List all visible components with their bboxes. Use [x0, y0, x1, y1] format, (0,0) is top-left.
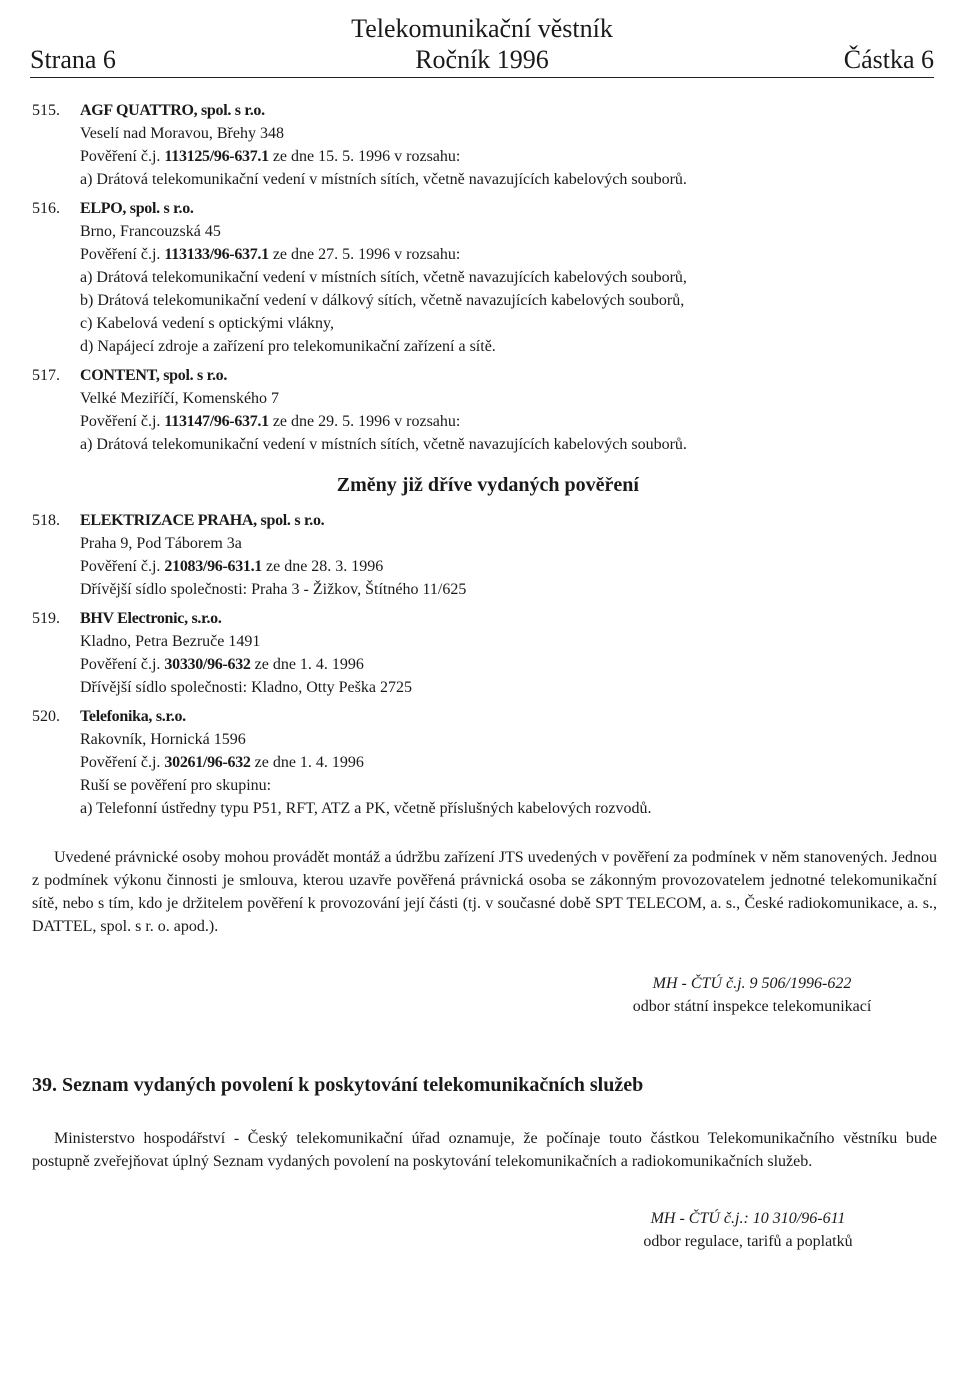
authorization-line: Pověření č.j. 113125/96-637.1 ze dne 15. 5. 1996 v rozsahu: [80, 148, 461, 165]
page-header [30, 12, 934, 74]
company-address: Rakovník, Hornická 1596 [80, 731, 246, 748]
entry-519 [32, 607, 937, 699]
entry-number: 520. [32, 708, 60, 725]
authorization-line: Pověření č.j. 30330/96-632 ze dne 1. 4. 1996 [80, 656, 364, 673]
company-address: Brno, Francouzská 45 [80, 223, 221, 240]
signature-block-regulation [628, 1207, 868, 1253]
company-address: Praha 9, Pod Táborem 3a [80, 535, 242, 552]
conditions-paragraph: Uvedené právnické osoby mohou provádět montáž a údržbu zařízení JTS uvedených v pověření za podmínek v něm stanovených. Jednou z podmínek výkonu činnosti je smlouva, kterou uzavře pověřená právnická osoba se zákonným provozovatelem jednotné telekomunikační sítě, nebo s tím, kdo je držitelem pověření k provozování její části (tj. v současné době SPT TELECOM, a. s., České radiokomunikace, a. s., DATTEL, spol. s r. o. apod.). [32, 849, 937, 935]
section-39-heading: 39. Seznam vydaných povolení k poskytování telekomunikačních služeb [32, 1074, 644, 1096]
previous-address: Dřívější sídlo společnosti: Praha 3 - Žižkov, Štítného 11/625 [80, 581, 467, 598]
entry-number: 517. [32, 367, 60, 384]
scope-item: b) Drátová telekomunikační vedení v dálkový sítích, včetně navazujících kabelových souborů, [80, 292, 685, 309]
company-address: Veselí nad Moravou, Břehy 348 [80, 125, 284, 142]
reference-number: MH - ČTÚ č.j. 9 506/1996-622 [652, 975, 852, 992]
authorization-line: Pověření č.j. 113133/96-637.1 ze dne 27. 5. 1996 v rozsahu: [80, 246, 461, 263]
authorization-line: Pověření č.j. 21083/96-631.1 ze dne 28. 3. 1996 [80, 558, 384, 575]
company-name: Telefonika, s.r.o. [80, 708, 186, 725]
entry-number: 515. [32, 102, 60, 119]
section-39-paragraph: Ministerstvo hospodářství - Český telekomunikační úřad oznamuje, že počínaje touto částkou Telekomunikačního věstníku bude postupně zveřejňovat úplný Seznam vydaných povolení na poskytování telekomunikačních a radiokomunikačních služeb. [32, 1130, 937, 1170]
entry-518 [32, 509, 937, 601]
company-name: BHV Electronic, s.r.o. [80, 610, 222, 627]
page-number: Strana 6 [30, 45, 116, 74]
scope-item: a) Drátová telekomunikační vedení v místních sítích, včetně navazujících kabelových souborů. [80, 436, 687, 453]
entry-517 [32, 364, 937, 456]
previous-address: Dřívější sídlo společnosti: Kladno, Otty Peška 2725 [80, 679, 412, 696]
scope-item: a) Drátová telekomunikační vedení v místních sítích, včetně navazujících kabelových souborů, [80, 269, 687, 286]
scope-item: d) Napájecí zdroje a zařízení pro telekomunikační zařízení a sítě. [80, 338, 496, 355]
entry-number: 518. [32, 512, 60, 529]
scope-item: a) Telefonní ústředny typu P51, RFT, ATZ a PK, včetně příslušných kabelových rozvodů. [80, 800, 652, 817]
company-address: Kladno, Petra Bezruče 1491 [80, 633, 261, 650]
company-address: Velké Meziříčí, Komenského 7 [80, 390, 280, 407]
entry-520 [32, 705, 937, 820]
volume-year: Ročník 1996 [415, 45, 549, 74]
scope-item: a) Drátová telekomunikační vedení v místních sítích, včetně navazujících kabelových souborů. [80, 171, 687, 188]
authorization-line: Pověření č.j. 30261/96-632 ze dne 1. 4. 1996 [80, 754, 364, 771]
page-content [32, 99, 937, 1253]
department-name: odbor regulace, tarifů a poplatků [643, 1233, 853, 1250]
issue-number: Částka 6 [843, 45, 934, 74]
entry-number: 516. [32, 200, 60, 217]
company-name: ELEKTRIZACE PRAHA, spol. s r.o. [80, 512, 325, 529]
section-heading-changes: Změny již dříve vydaných pověření [336, 474, 639, 496]
entry-516 [32, 197, 937, 358]
header-rule [30, 77, 934, 78]
signature-block-inspection [610, 972, 894, 1018]
cancellation-note: Ruší se pověření pro skupinu: [80, 777, 272, 794]
entry-number: 519. [32, 610, 60, 627]
company-name: CONTENT, spol. s r.o. [80, 367, 228, 384]
company-name: AGF QUATTRO, spol. s r.o. [80, 102, 265, 119]
journal-title: Telekomunikační věstník [351, 14, 613, 43]
department-name: odbor státní inspekce telekomunikací [632, 998, 872, 1015]
reference-number: MH - ČTÚ č.j.: 10 310/96-611 [650, 1210, 846, 1227]
authorization-line: Pověření č.j. 113147/96-637.1 ze dne 29. 5. 1996 v rozsahu: [80, 413, 461, 430]
entry-515 [32, 99, 937, 191]
scope-item: c) Kabelová vedení s optickými vlákny, [80, 315, 334, 332]
company-name: ELPO, spol. s r.o. [80, 200, 194, 217]
